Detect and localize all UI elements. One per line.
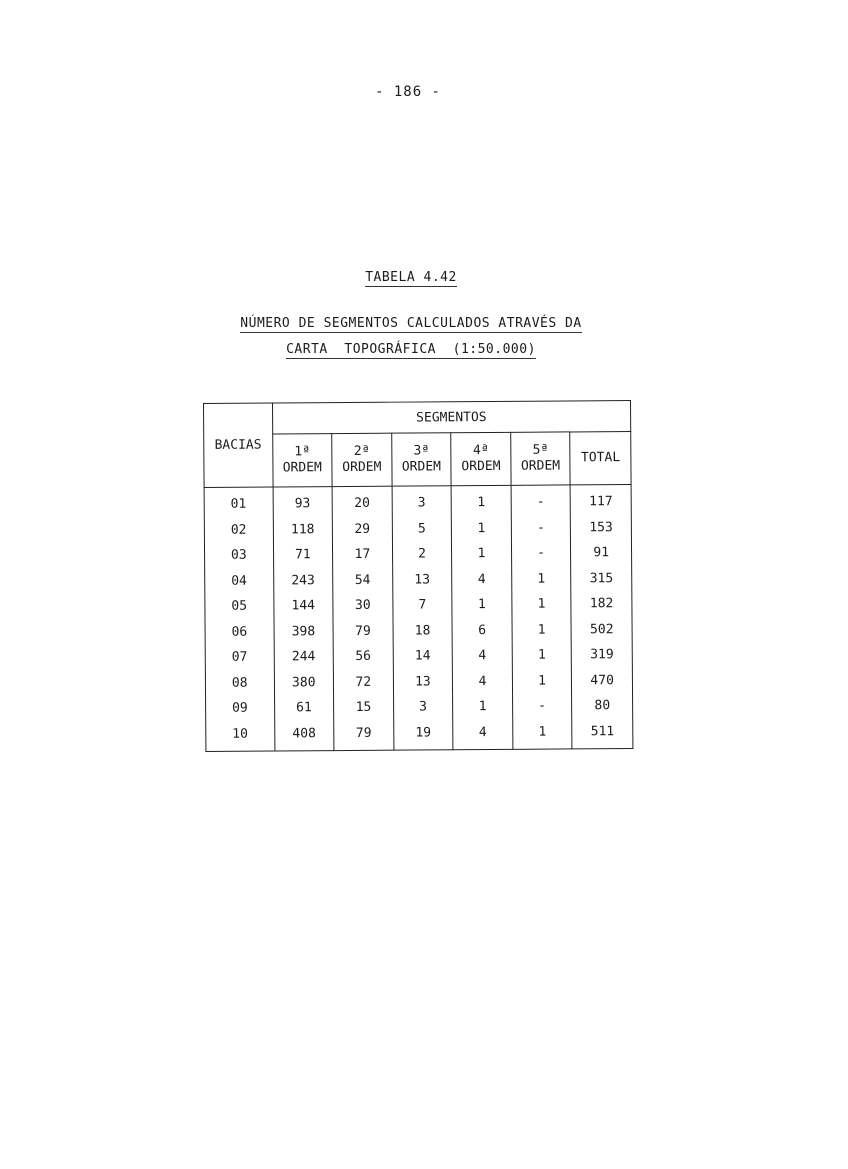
cell-o3: 19	[393, 720, 453, 750]
cell-o2: 15	[334, 695, 394, 721]
cell-total: 502	[571, 617, 632, 643]
header-order-3-ordinal: 3ª	[413, 443, 430, 459]
cell-o4: 1	[452, 592, 512, 618]
cell-bacia: 07	[205, 645, 274, 671]
cell-bacia: 01	[204, 487, 273, 517]
header-order-5-label: ORDEM	[520, 458, 561, 474]
cell-o1: 71	[273, 542, 333, 568]
table-row	[206, 719, 633, 752]
header-order-3-label: ORDEM	[401, 459, 442, 475]
cell-o5: -	[511, 540, 571, 566]
cell-total: 319	[572, 642, 633, 668]
header-order-1-label: ORDEM	[282, 460, 322, 476]
cell-o4: 4	[452, 643, 512, 669]
caption-line-1: NÚMERO DE SEGMENTOS CALCULADOS ATRAVÉS DA	[240, 316, 582, 331]
cell-o1: 380	[274, 670, 334, 696]
header-order-2	[332, 433, 392, 486]
table-row	[205, 642, 632, 670]
cell-o4: 1	[451, 485, 511, 515]
cell-o1: 244	[274, 644, 334, 670]
cell-o3: 14	[393, 643, 453, 669]
cell-total: 315	[571, 566, 632, 592]
table-row	[204, 540, 631, 568]
table-row	[206, 693, 633, 721]
cell-total: 511	[572, 719, 633, 749]
cell-o5: -	[512, 693, 572, 719]
cell-o1: 118	[273, 517, 333, 543]
cell-total: 182	[571, 591, 632, 617]
cell-bacia: 05	[205, 594, 274, 620]
header-order-4-ordinal: 4ª	[472, 443, 489, 459]
cell-o5: 1	[512, 617, 572, 643]
cell-bacia: 04	[205, 568, 274, 594]
table-label-text: TABELA 4.42	[365, 270, 457, 285]
cell-o4: 4	[453, 719, 513, 749]
cell-o5: 1	[513, 719, 573, 749]
cell-o3: 3	[392, 486, 452, 516]
cell-o2: 30	[333, 593, 393, 619]
cell-o4: 6	[452, 617, 512, 643]
header-segmentos: SEGMENTOS	[272, 401, 631, 435]
cell-o5: -	[511, 515, 571, 541]
cell-bacia: 03	[204, 543, 273, 569]
cell-o4: 1	[452, 541, 512, 567]
table-label	[0, 270, 822, 285]
cell-o5: 1	[511, 566, 571, 592]
cell-o2: 54	[333, 567, 393, 593]
cell-o3: 7	[393, 592, 453, 618]
cell-o2: 17	[333, 542, 393, 568]
cell-total: 91	[571, 540, 632, 566]
cell-o3: 13	[392, 567, 452, 593]
cell-o5: 1	[512, 642, 572, 668]
page-number: - 186 -	[374, 84, 441, 100]
cell-o1: 93	[273, 487, 333, 517]
header-order-4	[451, 432, 511, 485]
header-order-2-label: ORDEM	[342, 459, 382, 476]
header-order-3	[391, 433, 451, 486]
table-row	[205, 566, 632, 594]
table-caption	[0, 311, 822, 363]
cell-o1: 408	[274, 721, 334, 751]
cell-o5: -	[511, 485, 571, 515]
cell-o5: 1	[512, 591, 572, 617]
segments-table	[203, 400, 633, 752]
cell-o1: 243	[273, 568, 333, 594]
cell-bacia: 09	[206, 696, 275, 722]
caption-line-2: CARTA TOPOGRÁFICA (1:50.000)	[286, 342, 536, 357]
cell-o4: 4	[453, 668, 513, 694]
table-row	[205, 668, 632, 696]
table-row	[205, 591, 632, 619]
header-order-5	[511, 432, 571, 485]
cell-o3: 2	[392, 541, 452, 567]
header-order-5-ordinal: 5ª	[532, 442, 549, 458]
cell-total: 153	[571, 515, 632, 541]
header-bacias: BACIAS	[204, 403, 273, 487]
cell-bacia: 10	[206, 721, 275, 751]
cell-o1: 61	[274, 695, 334, 721]
cell-total: 470	[572, 668, 633, 694]
cell-o4: 1	[453, 694, 513, 720]
cell-total: 117	[570, 485, 631, 515]
cell-o1: 398	[274, 619, 334, 645]
cell-o2: 79	[333, 618, 393, 644]
cell-o3: 13	[393, 669, 453, 695]
cell-o2: 56	[333, 644, 393, 670]
cell-o4: 1	[452, 515, 512, 541]
cell-o2: 72	[333, 669, 393, 695]
cell-o5: 1	[512, 668, 572, 694]
table-body	[204, 485, 633, 752]
table-row	[204, 485, 631, 518]
header-order-1-ordinal: 1ª	[294, 444, 311, 460]
cell-o2: 20	[332, 486, 392, 516]
cell-o3: 5	[392, 516, 452, 542]
header-order-2-ordinal: 2ª	[353, 443, 370, 459]
cell-o1: 144	[273, 593, 333, 619]
cell-o2: 29	[332, 516, 392, 542]
cell-o3: 18	[393, 618, 453, 644]
table-row	[204, 515, 631, 543]
header-order-1	[272, 434, 332, 487]
cell-o2: 79	[334, 720, 394, 750]
cell-total: 80	[572, 693, 633, 719]
cell-o4: 4	[452, 566, 512, 592]
cell-bacia: 06	[205, 619, 274, 645]
table-row	[205, 617, 632, 645]
cell-bacia: 02	[204, 517, 273, 543]
cell-o3: 3	[393, 694, 453, 720]
header-total: TOTAL	[570, 432, 631, 485]
header-order-4-label: ORDEM	[461, 458, 501, 475]
cell-bacia: 08	[205, 670, 274, 696]
